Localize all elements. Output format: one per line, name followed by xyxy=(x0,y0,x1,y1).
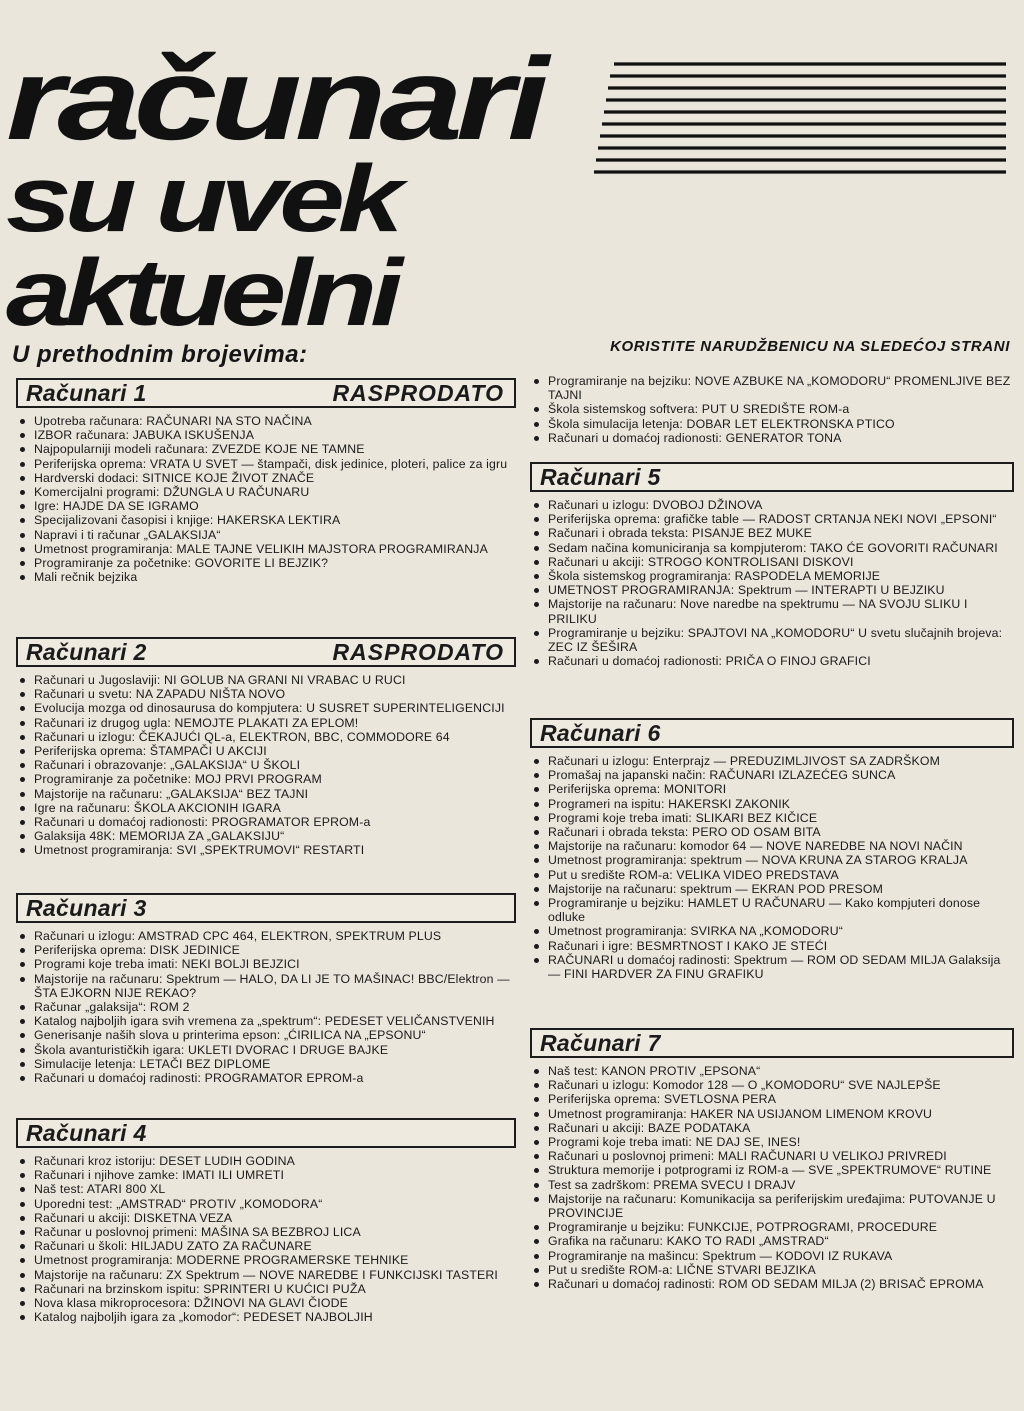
list-item: Struktura memorije i potprogrami iz ROM-a — SVE „SPEKTRUMOVE“ RUTINE xyxy=(530,1163,1014,1177)
issue-title: Računari 1 xyxy=(26,379,147,406)
list-item: Računari i njihove zamke: IMATI ILI UMRETI xyxy=(16,1168,516,1182)
list-item: Škola simulacija letenja: DOBAR LET ELEKTRONSKA PTICO xyxy=(530,417,1014,431)
list-item: Računari u poslovnoj primeni: MALI RAČUNARI U VELIKOJ PRIVREDI xyxy=(530,1149,1014,1163)
list-item: Škola sistemskog softvera: PUT U SREDIŠTE ROM-a xyxy=(530,402,1014,416)
issue-title: Računari 3 xyxy=(26,894,147,921)
list-item: Katalog najboljih igara za „komodor“: PEDESET NAJBOLJIH xyxy=(16,1310,516,1324)
list-item: Računari u školi: HILJADU ZATO ZA RAČUNARE xyxy=(16,1239,516,1253)
list-item: Majstorije na računaru: Spektrum — HALO, DA LI JE TO MAŠINAC! BBC/Elektron — ŠTA EJKORN NIJE REKAO? xyxy=(16,972,516,1000)
list-item: Evolucija mozga od dinosaurusa do kompjutera: U SUSRET SUPERINTELIGENCIJI xyxy=(16,701,516,715)
list-item: Napravi i ti računar „GALAKSIJA“ xyxy=(16,528,516,542)
list-item: Programiranje u bejziku: SPAJTOVI NA „KOMODORU“ U svetu slučajnih brojeva: ZEC IZ ŠEŠIRA xyxy=(530,626,1014,654)
issue-title: Računari 6 xyxy=(540,719,661,746)
list-item: Programiranje u bejziku: HAMLET U RAČUNARU — Kako kompjuteri donose odluke xyxy=(530,896,1014,924)
list-item: Simulacije letenja: LETAČI BEZ DIPLOME xyxy=(16,1057,516,1071)
speed-lines-graphic xyxy=(592,58,1012,180)
list-item: Igre na računaru: ŠKOLA AKCIONIH IGARA xyxy=(16,801,516,815)
issue-1 xyxy=(16,378,516,584)
list-item: Umetnost programiranja: SVIRKA NA „KOMODORU“ xyxy=(530,924,1014,938)
list-item: Majstorije na računaru: ZX Spektrum — NOVE NAREDBE I FUNKCIJSKI TASTERI xyxy=(16,1268,516,1282)
list-item: Umetnost programiranja: SVI „SPEKTRUMOVI“ RESTARTI xyxy=(16,843,516,857)
issue-contents xyxy=(530,754,1014,981)
list-item: Periferijska oprema: DISK JEDINICE xyxy=(16,943,516,957)
issue-header xyxy=(530,462,1014,492)
list-item: Programiranje na bejziku: NOVE AZBUKE NA „KOMODORU“ PROMENLJIVE BEZ TAJNI xyxy=(530,374,1014,402)
issue-4-continued xyxy=(530,374,1014,445)
list-item: Računari i obrada teksta: PERO OD OSAM BITA xyxy=(530,825,1014,839)
order-note: KORISTITE NARUDŽBENICU NA SLEDEĆOJ STRANI xyxy=(610,338,1010,355)
list-item: Umetnost programiranja: HAKER NA USIJANOM LIMENOM KROVU xyxy=(530,1107,1014,1121)
list-item: Škola sistemskog programiranja: RASPODELA MEMORIJE xyxy=(530,569,1014,583)
issue-title: Računari 4 xyxy=(26,1119,147,1146)
issue-header xyxy=(530,718,1014,748)
list-item: Računari u izlogu: AMSTRAD CPC 464, ELEKTRON, SPEKTRUM PLUS xyxy=(16,929,516,943)
masthead-line-3: aktuelni xyxy=(6,240,396,346)
list-item: Računar „galaksija“: ROM 2 xyxy=(16,1000,516,1014)
issue-title: Računari 7 xyxy=(540,1029,661,1056)
list-item: Upotreba računara: RAČUNARI NA STO NAČINA xyxy=(16,414,516,428)
list-item: Računari u akciji: STROGO KONTROLISANI DISKOVI xyxy=(530,555,1014,569)
list-item: UMETNOST PROGRAMIRANJA: Spektrum — INTERAPTI U BEJZIKU xyxy=(530,583,1014,597)
list-item: RAČUNARI u domaćoj radinosti: Spektrum — ROM OD SEDAM MILJA Galaksija — FINI HARDVER ZA FINU GRAFIKU xyxy=(530,953,1014,981)
list-item: Računari u domaćoj radinosti: PROGRAMATOR EPROM-a xyxy=(16,1071,516,1085)
list-item: Majstorije na računaru: spektrum — EKRAN POD PRESOM xyxy=(530,882,1014,896)
list-item: Škola avanturističkih igara: UKLETI DVORAC I DRUGE BAJKE xyxy=(16,1043,516,1057)
list-item: Periferijska oprema: ŠTAMPAČI U AKCIJI xyxy=(16,744,516,758)
list-item: Računari iz drugog ugla: NEMOJTE PLAKATI ZA EPLOM! xyxy=(16,716,516,730)
list-item: Periferijska oprema: VRATA U SVET — štampači, disk jedinice, ploteri, palice za igru xyxy=(16,457,516,471)
list-item: Specijalizovani časopisi i knjige: HAKERSKA LEKTIRA xyxy=(16,513,516,527)
issue-6 xyxy=(530,718,1014,981)
list-item: Naš test: KANON PROTIV „EPSONA“ xyxy=(530,1064,1014,1078)
list-item: Igre: HAJDE DA SE IGRAMO xyxy=(16,499,516,513)
list-item: Najpopularniji modeli računara: ZVEZDE KOJE NE TAMNE xyxy=(16,442,516,456)
list-item: Majstorije na računaru: Nove naredbe na spektrumu — NA SVOJU SLIKU I PRILIKU xyxy=(530,597,1014,625)
list-item: Računari i igre: BESMRTNOST I KAKO JE STEĆI xyxy=(530,939,1014,953)
list-item: Uporedni test: „AMSTRAD“ PROTIV „KOMODORA“ xyxy=(16,1197,516,1211)
issue-header xyxy=(16,893,516,923)
list-item: Umetnost programiranja: MALE TAJNE VELIKIH MAJSTORA PROGRAMIRANJA xyxy=(16,542,516,556)
list-item: Računari kroz istoriju: DESET LUDIH GODINA xyxy=(16,1154,516,1168)
issue-contents xyxy=(16,673,516,858)
issue-contents xyxy=(16,1154,516,1324)
list-item: Računari u domaćoj radinosti: ROM OD SEDAM MILJA (2) BRISAČ EPROMA xyxy=(530,1277,1014,1291)
list-item: Programi koje treba imati: NEKI BOLJI BEJZICI xyxy=(16,957,516,971)
list-item: Umetnost programiranja: spektrum — NOVA KRUNA ZA STAROG KRALJA xyxy=(530,853,1014,867)
issue-4 xyxy=(16,1118,516,1324)
masthead xyxy=(0,30,1024,346)
list-item: Programi koje treba imati: NE DAJ SE, INES! xyxy=(530,1135,1014,1149)
issue-2 xyxy=(16,637,516,858)
subhead: U prethodnim brojevima: xyxy=(12,341,308,368)
list-item: Računari u domaćoj radionosti: PROGRAMATOR EPROM-a xyxy=(16,815,516,829)
issue-contents xyxy=(530,1064,1014,1291)
list-item: Galaksija 48K: MEMORIJA ZA „GALAKSIJU“ xyxy=(16,829,516,843)
list-item: Grafika na računaru: KAKO TO RADI „AMSTRAD“ xyxy=(530,1234,1014,1248)
list-item: Programiranje za početnike: MOJ PRVI PROGRAM xyxy=(16,772,516,786)
list-item: Komercijalni programi: DŽUNGLA U RAČUNARU xyxy=(16,485,516,499)
list-item: Put u središte ROM-a: VELIKA VIDEO PREDSTAVA xyxy=(530,868,1014,882)
list-item: Majstorije na računaru: Komunikacija sa periferijskim uređajima: PUTOVANJE U PROVINCIJE xyxy=(530,1192,1014,1220)
list-item: Put u središte ROM-a: LIČNE STVARI BEJZIKA xyxy=(530,1263,1014,1277)
issue-contents xyxy=(530,498,1014,668)
list-item: Majstorije na računaru: „GALAKSIJA“ BEZ TAJNI xyxy=(16,787,516,801)
list-item: Računari u domaćoj radionosti: GENERATOR TONA xyxy=(530,431,1014,445)
issue-7 xyxy=(530,1028,1014,1291)
list-item: Računari i obrazovanje: „GALAKSIJA“ U ŠKOLI xyxy=(16,758,516,772)
list-item: Katalog najboljih igara svih vremena za „spektrum“: PEDESET VELIČANSTVENIH xyxy=(16,1014,516,1028)
masthead-line-2: su uvek xyxy=(6,146,397,252)
list-item: Programi koje treba imati: SLIKARI BEZ KIČICE xyxy=(530,811,1014,825)
issue-3 xyxy=(16,893,516,1085)
list-item: Periferijska oprema: MONITORI xyxy=(530,782,1014,796)
list-item: Sedam načina komuniciranja sa kompjuterom: TAKO ĆE GOVORITI RAČUNARI xyxy=(530,541,1014,555)
issue-header xyxy=(16,1118,516,1148)
issue-header xyxy=(530,1028,1014,1058)
list-item: Umetnost programiranja: MODERNE PROGRAMERSKE TEHNIKE xyxy=(16,1253,516,1267)
list-item: Računari u izlogu: Enterprajz — PREDUZIMLJIVOST SA ZADRŠKOM xyxy=(530,754,1014,768)
list-item: Programiranje u bejziku: FUNKCIJE, POTPROGRAMI, PROCEDURE xyxy=(530,1220,1014,1234)
list-item: Naš test: ATARI 800 XL xyxy=(16,1182,516,1196)
issue-title: Računari 5 xyxy=(540,463,661,490)
list-item: Računari i obrada teksta: PISANJE BEZ MUKE xyxy=(530,526,1014,540)
list-item: Nova klasa mikroprocesora: DŽINOVI NA GLAVI ČIODE xyxy=(16,1296,516,1310)
list-item: Majstorije na računaru: komodor 64 — NOVE NAREDBE NA NOVI NAČIN xyxy=(530,839,1014,853)
issue-contents xyxy=(16,929,516,1085)
list-item: IZBOR računara: JABUKA ISKUŠENJA xyxy=(16,428,516,442)
list-item: Računari u akciji: DISKETNA VEZA xyxy=(16,1211,516,1225)
list-item: Računari u akciji: BAZE PODATAKA xyxy=(530,1121,1014,1135)
list-item: Programiranje na mašincu: Spektrum — KODOVI IZ RUKAVA xyxy=(530,1249,1014,1263)
list-item: Računari u izlogu: ČEKAJUĆI QL-a, ELEKTRON, BBC, COMMODORE 64 xyxy=(16,730,516,744)
list-item: Mali rečnik bejzika xyxy=(16,570,516,584)
list-item: Hardverski dodaci: SITNICE KOJE ŽIVOT ZNAČE xyxy=(16,471,516,485)
issue-contents xyxy=(530,374,1014,445)
list-item: Periferijska oprema: grafičke table — RADOST CRTANJA NEKI NOVI „EPSONI“ xyxy=(530,512,1014,526)
issue-contents xyxy=(16,414,516,584)
sold-out-label: RASPRODATO xyxy=(332,379,504,406)
issue-header xyxy=(16,637,516,667)
list-item: Računari u izlogu: Komodor 128 — O „KOMODORU“ SVE NAJLEPŠE xyxy=(530,1078,1014,1092)
list-item: Računar u poslovnoj primeni: MAŠINA SA BEZBROJ LICA xyxy=(16,1225,516,1239)
list-item: Programeri na ispitu: HAKERSKI ZAKONIK xyxy=(530,797,1014,811)
list-item: Programiranje za početnike: GOVORITE LI BEJZIK? xyxy=(16,556,516,570)
issue-5 xyxy=(530,462,1014,668)
issue-title: Računari 2 xyxy=(26,638,147,665)
list-item: Promašaj na japanski način: RAČUNARI IZLAZEĆEG SUNCA xyxy=(530,768,1014,782)
masthead-line-1: računari xyxy=(6,32,542,165)
list-item: Generisanje naših slova u printerima epson: „ĆIRILICA NA „EPSONU“ xyxy=(16,1028,516,1042)
list-item: Računari u izlogu: DVOBOJ DŽINOVA xyxy=(530,498,1014,512)
list-item: Test sa zadrškom: PREMA SVECU I DRAJV xyxy=(530,1178,1014,1192)
list-item: Računari u svetu: NA ZAPADU NIŠTA NOVO xyxy=(16,687,516,701)
list-item: Računari u domaćoj radionosti: PRIČA O FINOJ GRAFICI xyxy=(530,654,1014,668)
list-item: Periferijska oprema: SVETLOSNA PERA xyxy=(530,1092,1014,1106)
list-item: Računari u Jugoslaviji: NI GOLUB NA GRANI NI VRABAC U RUCI xyxy=(16,673,516,687)
list-item: Računari na brzinskom ispitu: SPRINTERI U KUĆICI PUŽA xyxy=(16,1282,516,1296)
sold-out-label: RASPRODATO xyxy=(332,638,504,665)
issue-header xyxy=(16,378,516,408)
